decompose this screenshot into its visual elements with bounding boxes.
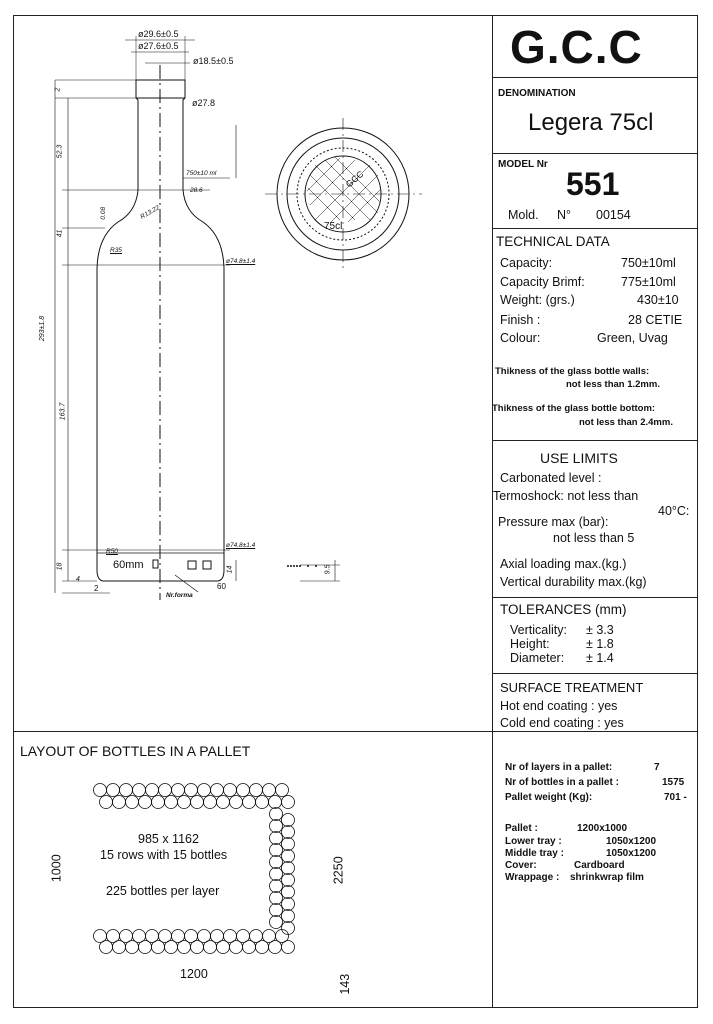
- dim-h11: 9.5: [324, 564, 332, 575]
- section-divider: [13, 731, 698, 732]
- base-text: 60mm: [113, 559, 144, 571]
- bottle-circle: [270, 892, 283, 905]
- carbonated-level: Carbonated level :: [500, 471, 602, 485]
- bottle-circle: [185, 784, 198, 797]
- wrappage-label: Wrappage :: [505, 872, 560, 883]
- bottle-circle: [270, 904, 283, 917]
- divider-brand: [492, 77, 698, 78]
- bottle-circle: [211, 784, 224, 797]
- bottle-circle: [250, 784, 263, 797]
- pallet-layout-title: LAYOUT OF BOTTLES IN A PALLET: [20, 743, 251, 759]
- termoshock: Termoshock: not less than: [493, 489, 639, 503]
- hot-end-coating: Hot end coating : yes: [500, 699, 618, 713]
- dim-a1: 0.08: [100, 206, 108, 220]
- bottle-circle: [204, 796, 217, 809]
- pallet-value: 1200x1000: [577, 823, 628, 834]
- brand-title: G.C.C: [510, 21, 643, 73]
- walls-thickness-line2: not less than 1.2mm.: [566, 379, 660, 390]
- verticality-label: Verticality:: [510, 623, 567, 637]
- denomination-value: Legera 75cl: [528, 109, 654, 136]
- mold-value: 00154: [596, 208, 631, 222]
- bottle-circle: [282, 862, 295, 875]
- diameter-label: Diameter:: [510, 651, 565, 665]
- dim-d5: 750±10 ml: [186, 170, 217, 177]
- bottle-circle: [270, 808, 283, 821]
- bottle-circle: [198, 784, 211, 797]
- bottle-circle: [282, 886, 295, 899]
- dim-h3: 41: [56, 229, 64, 238]
- verticality-value: ± 3.3: [586, 623, 614, 637]
- bottle-circle: [282, 796, 295, 809]
- dim-h10: 60: [217, 582, 226, 591]
- bottle-circle: [126, 796, 139, 809]
- bottom-thickness-line2: not less than 2.4mm.: [579, 417, 673, 428]
- dim-d8: ø74.8±1.4: [226, 542, 256, 549]
- vertical-durability: Vertical durability max.(kg): [500, 575, 647, 589]
- dim-d4: ø27.8: [192, 98, 216, 108]
- bottle-circle: [178, 796, 191, 809]
- bottle-circle: [270, 832, 283, 845]
- pallet-bottle-circles: [92, 782, 296, 955]
- bottle-circle: [139, 796, 152, 809]
- bottle-circle: [113, 796, 126, 809]
- panel-divider: [492, 15, 493, 731]
- mold-label: Mold.: [508, 208, 539, 222]
- finish-value: 28 CETIE: [628, 313, 683, 327]
- bottle-circle: [224, 784, 237, 797]
- lower-tray-value: 1050x1200: [606, 836, 657, 847]
- bottle-circle: [270, 916, 283, 929]
- divider-technical: [492, 440, 698, 441]
- bottle-circle: [146, 784, 159, 797]
- bottle-circle: [263, 784, 276, 797]
- model-label: MODEL Nr: [498, 159, 548, 170]
- bottle-circle: [237, 784, 250, 797]
- pallet-height: 2250: [331, 856, 346, 885]
- mold-n: N°: [557, 208, 572, 222]
- bottle-circle: [282, 826, 295, 839]
- finish-label: Finish :: [500, 313, 541, 327]
- bottle-circle: [282, 814, 295, 827]
- dim-d1: ø29.6±0.5: [138, 29, 179, 39]
- bottle-circle: [230, 796, 243, 809]
- dim-h4: 163.7: [59, 402, 67, 421]
- mold-ref: Nr.forma: [166, 592, 193, 599]
- technical-title: TECHNICAL DATA: [496, 234, 610, 249]
- capacity-brimful-label: Capacity Brimf:: [500, 275, 585, 289]
- bottom-thickness-line1: Thikness of the glass bottle bottom:: [492, 403, 656, 414]
- layers-value: 7: [654, 762, 660, 773]
- use-limits-title: USE LIMITS: [540, 450, 618, 466]
- pallet-base-height: 143: [338, 973, 353, 995]
- dim-h6: 18: [56, 562, 64, 571]
- model-value: 551: [566, 166, 620, 202]
- denomination-label: DENOMINATION: [498, 88, 576, 99]
- dim-h8: 4: [76, 576, 80, 583]
- bottle-circle: [270, 856, 283, 869]
- pressure-value: not less than 5: [553, 531, 635, 545]
- dim-d6: 28.6: [190, 187, 203, 194]
- pallet-label: Pallet :: [505, 823, 538, 834]
- capacity-brimful-value: 775±10ml: [621, 275, 676, 289]
- colour-label: Colour:: [500, 331, 541, 345]
- pallet-bottles: [92, 782, 296, 955]
- surface-title: SURFACE TREATMENT: [500, 680, 644, 695]
- bottle-circle: [100, 796, 113, 809]
- pallet-dims: 985 x 1162: [138, 832, 199, 846]
- middle-tray-value: 1050x1200: [606, 848, 657, 859]
- lower-tray-label: Lower tray :: [505, 836, 562, 847]
- pallet-weight-value: 701 -: [664, 792, 687, 803]
- bottle-circle: [282, 874, 295, 887]
- top-view-text-gcc: GCC: [343, 168, 366, 190]
- height-label: Height:: [510, 637, 550, 651]
- termoshock-value: 40°C:: [658, 504, 690, 518]
- bottle-circle: [282, 941, 295, 954]
- pallet-per-layer: 225 bottles per layer: [106, 884, 220, 898]
- bottle-circle: [120, 784, 133, 797]
- middle-tray-label: Middle tray :: [505, 848, 564, 859]
- bottle-circle: [152, 796, 165, 809]
- wrappage-value: shrinkwrap film: [570, 872, 644, 883]
- tolerances-title: TOLERANCES (mm): [500, 602, 627, 617]
- pallet-divider: [492, 731, 493, 1008]
- bottles-label: Nr of bottles in a pallet :: [505, 777, 619, 788]
- divider-use-limits: [492, 597, 698, 598]
- bottle-circle: [217, 796, 230, 809]
- bottle-circle: [270, 868, 283, 881]
- divider-model: [492, 228, 698, 229]
- dim-h5: 293±1.8: [39, 315, 47, 342]
- bottle-circle: [191, 796, 204, 809]
- bottle-circle: [133, 784, 146, 797]
- bottle-circle: [282, 910, 295, 923]
- bottle-circle: [282, 898, 295, 911]
- dim-h7: 14: [226, 565, 234, 574]
- walls-thickness-line1: Thikness of the glass bottle walls:: [495, 366, 650, 377]
- bottles-value: 1575: [662, 777, 685, 788]
- colour-value: Green, Uvag: [597, 331, 668, 345]
- bottle-circle: [159, 784, 172, 797]
- dim-r2: R35: [110, 247, 122, 254]
- dim-h2: 52.3: [56, 144, 64, 159]
- dim-d2: ø27.6±0.5: [138, 41, 179, 51]
- weight-label: Weight: (grs.): [500, 293, 575, 307]
- capacity-value: 750±10ml: [621, 256, 676, 270]
- bottle-circle: [94, 784, 107, 797]
- bottle-circle: [165, 796, 178, 809]
- cover-value: Cardboard: [574, 860, 625, 871]
- bottle-circle: [270, 880, 283, 893]
- bottle-circle: [172, 784, 185, 797]
- pallet-weight-label: Pallet weight (Kg):: [505, 792, 593, 803]
- dim-d3: ø18.5±0.5: [193, 56, 234, 66]
- cover-label: Cover:: [505, 860, 537, 871]
- bottle-circle: [282, 850, 295, 863]
- height-value: ± 1.8: [586, 637, 614, 651]
- diameter-value: ± 1.4: [586, 651, 614, 665]
- dim-h9: 2: [94, 584, 99, 593]
- pallet-width: 1200: [180, 967, 208, 981]
- cold-end-coating: Cold end coating : yes: [500, 716, 624, 730]
- bottle-circle: [256, 796, 269, 809]
- divider-tolerances: [492, 673, 698, 674]
- dim-h1: 2: [54, 87, 62, 92]
- bottle-circle: [243, 796, 256, 809]
- pallet-rows-text: 15 rows with 15 bottles: [100, 848, 228, 862]
- bottle-circle: [270, 820, 283, 833]
- divider-denomination: [492, 153, 698, 154]
- capacity-label: Capacity:: [500, 256, 553, 270]
- axial-loading: Axial loading max.(kg.): [500, 557, 627, 571]
- bottle-circle: [107, 784, 120, 797]
- bottle-circle: [282, 838, 295, 851]
- dim-r1: R13.22: [139, 204, 161, 221]
- bottle-circle: [269, 796, 282, 809]
- pallet-depth: 1000: [49, 854, 64, 883]
- dim-r3: R50: [106, 548, 118, 555]
- layers-label: Nr of layers in a pallet:: [505, 762, 613, 773]
- pressure-max: Pressure max (bar):: [498, 515, 609, 529]
- bottle-technical-drawing: [0, 0, 492, 731]
- bottle-circle: [276, 784, 289, 797]
- bottle-circle: [270, 844, 283, 857]
- top-view-text-75cl: 75cl: [324, 221, 343, 232]
- bottle-circle: [282, 922, 295, 935]
- dim-d7: ø74.8±1.4: [226, 258, 256, 265]
- weight-value: 430±10: [637, 293, 679, 307]
